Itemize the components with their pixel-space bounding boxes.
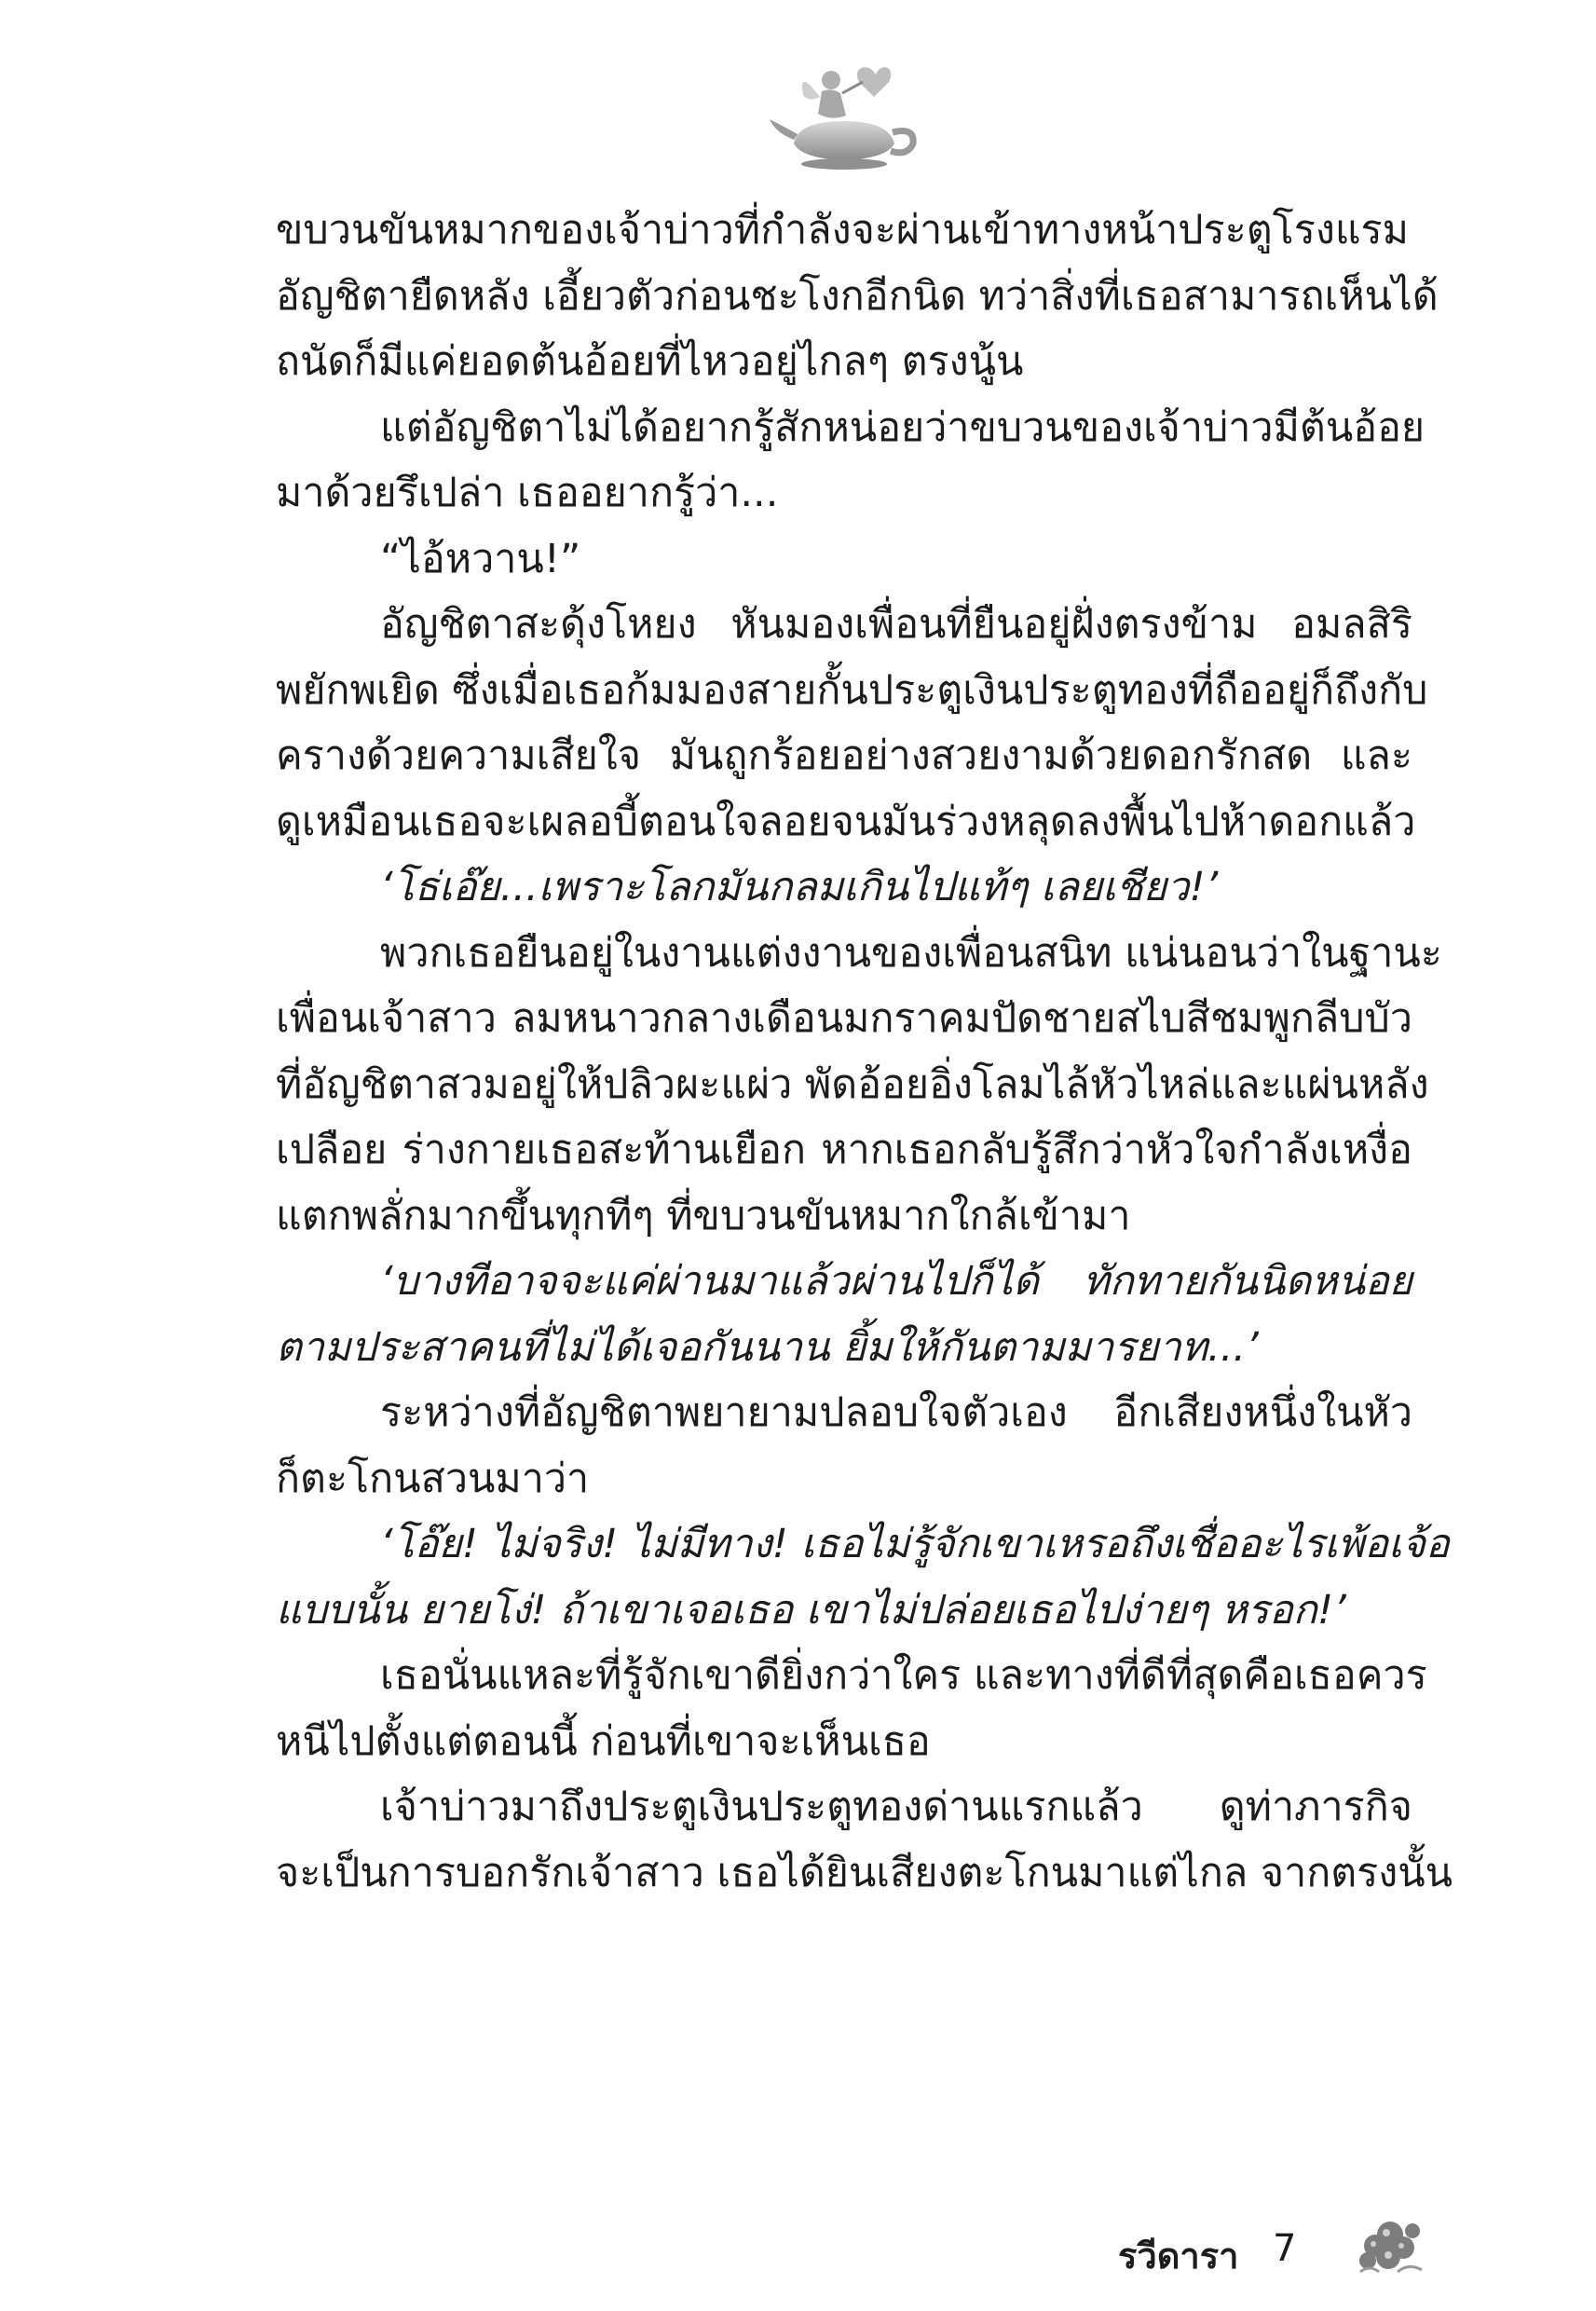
text-line: เจ้าบ่าวมาถึงประตูเงินประตูทองด่านแรกแล้ว ดูท่าภารกิจ (380, 1784, 1412, 1830)
text-line: เพื่อนเจ้าสาว ลมหนาวกลางเดือนมกราคมปัดชายสไบสีชมพูกลีบบัว (276, 995, 1412, 1042)
text-line: อัญชิตายืดหลัง เอี้ยวตัวก่อนชะโงกอีกนิด ทว่าสิ่งที่เธอสามารถเห็นได้ (276, 272, 1439, 320)
text-line: ‘โธ่เอ๊ย...เพราะโลกมันกลมเกินไปแท้ๆ เลยเชียว!’ (380, 864, 1219, 910)
teapot-cupid-ornament-icon (766, 54, 924, 175)
text-line: เปลือย ร่างกายเธอสะท้านเยือก หากเธอกลับรู้สึกว่าหัวใจกำลังเหงื่อ (276, 1127, 1412, 1173)
text-line: ก็ตะโกนสวนมาว่า (276, 1455, 590, 1502)
text-line: “ไอ้หวาน!” (380, 535, 581, 582)
text-line: พวกเธอยืนอยู่ในงานแต่งงานของเพื่อนสนิท แน่นอนว่าในฐานะ (380, 929, 1442, 977)
text-line: ถนัดก็มีแค่ยอดต้นอ้อยที่ไหวอยู่ไกลๆ ตรงนู้น (276, 338, 1024, 385)
page-number: 7 (1273, 2227, 1297, 2270)
text-line: เธอนั่นแหละที่รู้จักเขาดียิ่งกว่าใคร และทางที่ดีที่สุดคือเธอควร (380, 1652, 1427, 1699)
text-line: แบบนั้น ยายโง่! ถ้าเขาเจอเธอ เขาไม่ปล่อยเธอไปง่ายๆ หรอก!’ (276, 1586, 1346, 1634)
text-line: ระหว่างที่อัญชิตาพยายามปลอบใจตัวเอง อีกเสียงหนึ่งในหัว (380, 1389, 1412, 1436)
text-line: พยักพเยิด ซึ่งเมื่อเธอก้มมองสายกั้นประตูเงินประตูทองที่ถืออยู่ก็ถึงกับ (276, 666, 1428, 714)
text-line: จะเป็นการบอกรักเจ้าสาว เธอได้ยินเสียงตะโกนมาแต่ไกล จากตรงนั้น (276, 1849, 1453, 1896)
page-footer (1118, 2207, 1491, 2281)
text-line: มาด้วยรึเปล่า เธออยากรู้ว่า... (276, 470, 779, 516)
text-line: หนีไปตั้งแต่ตอนนี้ ก่อนที่เขาจะเห็นเธอ (276, 1717, 931, 1765)
text-line: แตกพลั่กมากขึ้นทุกทีๆ ที่ขบวนขันหมากใกล้เข้ามา (276, 1192, 1131, 1239)
text-line: แต่อัญชิตาไม่ได้อยากรู้สักหน่อยว่าขบวนของเจ้าบ่าวมีต้นอ้อย (380, 403, 1425, 451)
text-line: ดูเหมือนเธอจะเผลอบี้ตอนใจลอยจนมันร่วงหลุดลงพื้นไปห้าดอกแล้ว (276, 798, 1416, 845)
text-line: ที่อัญชิตาสวมอยู่ให้ปลิวผะแผ่ว พัดอ้อยอิ่งโลมไล้หัวไหล่และแผ่นหลัง (276, 1060, 1429, 1108)
text-line: ครางด้วยความเสียใจ มันถูกร้อยอย่างสวยงามด้วยดอกรักสด และ (276, 732, 1412, 779)
text-line: ‘บางทีอาจจะแค่ผ่านมาแล้วผ่านไปก็ได้ ทักทายกันนิดหน่อย (380, 1258, 1412, 1305)
body-text (276, 198, 1453, 1906)
text-line: อัญชิตาสะดุ้งโหยง หันมองเพื่อนที่ยืนอยู่ฝั่งตรงข้าม อมลสิริ (380, 601, 1412, 648)
running-title: รวีดารา (1118, 2236, 1239, 2277)
text-line: ‘โอ๊ย! ไม่จริง! ไม่มีทาง! เธอไม่รู้จักเขาเหรอถึงเชื่ออะไรเพ้อเจ้อ (380, 1521, 1450, 1567)
text-line: ขบวนขันหมากของเจ้าบ่าวที่กำลังจะผ่านเข้าทางหน้าประตูโรงแรม (276, 207, 1409, 253)
text-line: ตามประสาคนที่ไม่ได้เจอกันนาน ยิ้มให้กันตามมารยาท...’ (276, 1323, 1259, 1371)
flower-bouquet-icon (1342, 2207, 1435, 2281)
